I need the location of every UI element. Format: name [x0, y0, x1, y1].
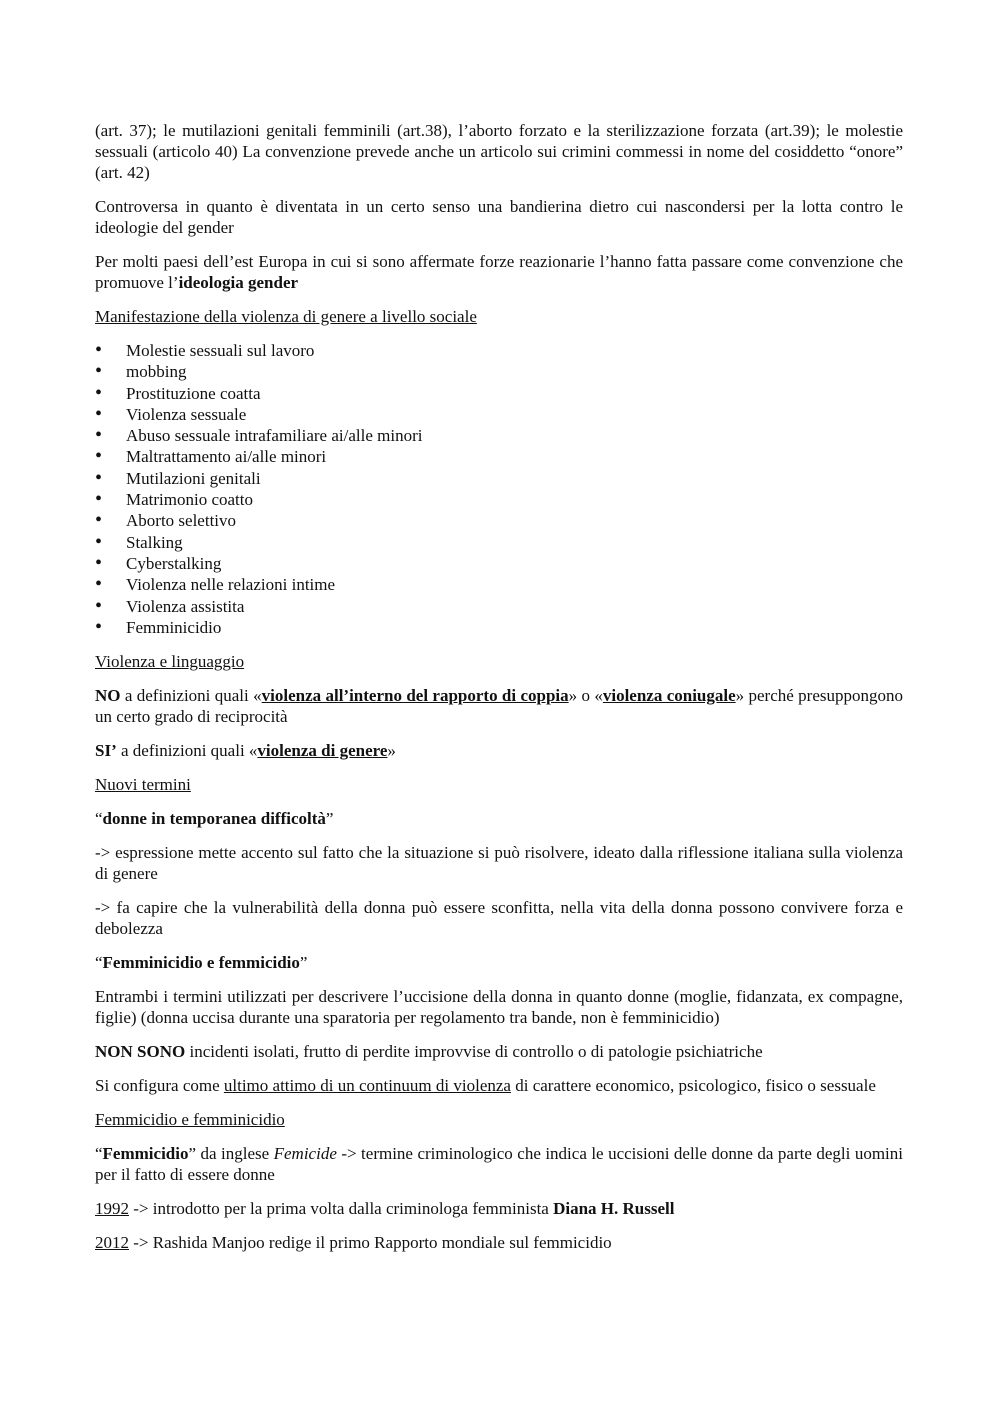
list-item: • Violenza nelle relazioni intime — [95, 574, 903, 595]
term-violenza-genere: violenza di genere — [257, 741, 388, 761]
heading-femmicidio: Femmicidio e femminicidio — [95, 1110, 285, 1130]
list-item: • Maltrattamento ai/alle minori — [95, 446, 903, 467]
list-item: • Cyberstalking — [95, 553, 903, 574]
year-2012: 2012 — [95, 1233, 129, 1253]
term-femminicidio-femmicidio: “Femminicidio e femmicidio” — [95, 953, 308, 973]
list-item: • mobbing — [95, 361, 903, 382]
paragraph-both-terms: Entrambi i termini utilizzati per descrivere l’uccisione della donna in quanto donne (moglie, fidanzata, ex compagne, figlie) (donna uccisa durante una sparatoria per regolamento tra bande, non è femminicidio) — [95, 987, 903, 1028]
list-item: • Mutilazioni genitali — [95, 468, 903, 489]
heading-social-violence: Manifestazione della violenza di genere a livello sociale — [95, 307, 477, 326]
list-item: • Stalking — [95, 532, 903, 553]
bold-ideologia-gender: ideologia gender — [178, 273, 299, 292]
underlined-continuum: ultimo attimo di un continuum di violenza — [223, 1076, 511, 1096]
paragraph-non-sono: NON SONO incidenti isolati, frutto di perdite improvvise di controllo o di patologie psichiatriche — [95, 1042, 763, 1062]
paragraph-east-europe: Per molti paesi dell’est Europa in cui si sono affermate forze reazionarie l’hanno fatta passare come convenzione che promuove l’ideologia gender — [95, 252, 903, 292]
list-item: • Prostituzione coatta — [95, 383, 903, 404]
paragraph-si-definitions: SI’ a definizioni quali «violenza di genere» — [95, 741, 396, 761]
list-item: • Femminicidio — [95, 617, 903, 638]
paragraph-arrow-expression: -> espressione mette accento sul fatto che la situazione si può risolvere, ideato dalla riflessione italiana sulla violenza di genere — [95, 843, 903, 884]
heading-language: Violenza e linguaggio — [95, 652, 245, 672]
list-item: • Abuso sessuale intrafamiliare ai/alle minori — [95, 425, 903, 446]
paragraph-2012: 2012 -> Rashida Manjoo redige il primo Rapporto mondiale sul femmicidio — [95, 1233, 612, 1253]
paragraph-arrow-vulnerability: -> fa capire che la vulnerabilità della donna può essere sconfitta, nella vita della donna possono convivere forza e debolezza — [95, 898, 903, 939]
name-diana-russell: Diana H. Russell — [553, 1199, 675, 1219]
heading-new-terms: Nuovi termini — [95, 775, 191, 795]
term-violenza-coppia: violenza all’interno del rapporto di coppia — [261, 686, 569, 706]
social-violence-list — [95, 340, 903, 638]
term-temporanea-difficolta: “donne in temporanea difficoltà” — [95, 809, 334, 829]
paragraph-1992: 1992 -> introdotto per la prima volta dalla criminologa femminista Diana H. Russell — [95, 1199, 675, 1219]
term-violenza-coniugale: violenza coniugale — [602, 686, 736, 706]
year-1992: 1992 — [95, 1199, 129, 1219]
list-item: • Aborto selettivo — [95, 510, 903, 531]
paragraph-convention-articles: (art. 37); le mutilazioni genitali femminili (art.38), l’aborto forzato e la sterilizzazione forzata (art.39); le molestie sessuali (articolo 40) La convenzione prevede anche un articolo sui crimini commessi in nome del cosiddetto “onore” (art. 42) — [95, 121, 903, 182]
list-item: • Molestie sessuali sul lavoro — [95, 340, 903, 361]
list-item: • Violenza sessuale — [95, 404, 903, 425]
paragraph-femmicidio-definition: “Femmicidio” da inglese Femicide -> termine criminologico che indica le uccisioni delle donne da parte degli uomini per il fatto di essere donne — [95, 1144, 904, 1185]
list-item: • Matrimonio coatto — [95, 489, 903, 510]
paragraph-configura: Si configura come ultimo attimo di un continuum di violenza di carattere economico, psicologico, fisico o sessuale — [95, 1076, 876, 1096]
list-item: • Violenza assistita — [95, 596, 903, 617]
paragraph-controversy: Controversa in quanto è diventata in un certo senso una bandierina dietro cui nascondersi per la lotta contro le ideologie del gender — [95, 197, 903, 237]
page-content — [95, 120, 903, 1266]
paragraph-no-definitions: NO a definizioni quali «violenza all’interno del rapporto di coppia» o «violenza coniugale» perché presuppongono un certo grado di reciprocità — [95, 686, 903, 727]
